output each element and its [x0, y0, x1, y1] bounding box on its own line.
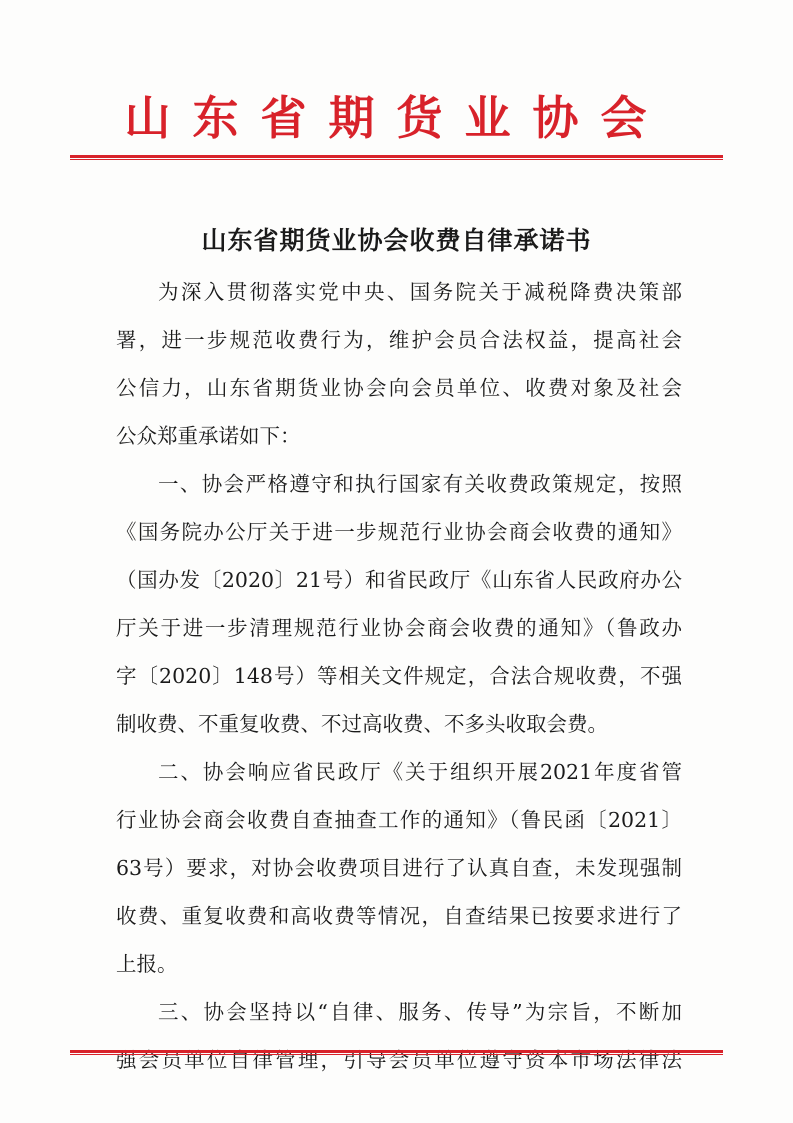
document-title: 山东省期货业协会收费自律承诺书: [201, 226, 592, 255]
letterhead-org-name: 山东省期货业协会: [124, 91, 669, 145]
paragraph-3: [116, 748, 682, 988]
paragraph-line: 三、协会坚持以“自律、服务、传导”为宗旨，不断加: [158, 1000, 682, 1024]
paragraph-4: [116, 988, 682, 1084]
paragraph-line: 厅关于进一步清理规范行业协会商会收费的通知》（鲁政办: [116, 616, 682, 640]
letterhead-red-rule: [70, 155, 723, 160]
paragraph-line: 制收费、不重复收费、不过高收费、不多头收取会费。: [116, 712, 608, 736]
paragraph-line: 字〔2020〕148号）等相关文件规定，合法合规收费，不强: [116, 664, 682, 688]
paragraph-line: 《国务院办公厅关于进一步规范行业协会商会收费的通知》: [116, 520, 682, 544]
paragraph-line: 二、协会响应省民政厅《关于组织开展2021年度省管: [158, 760, 682, 784]
paragraph-line: 公信力，山东省期货业协会向会员单位、收费对象及社会: [116, 376, 682, 400]
paragraph-line: （国办发〔2020〕21号）和省民政厅《山东省人民政府办公: [116, 568, 682, 592]
paragraph-line: 上报。: [116, 952, 178, 976]
paragraph-line: 强会员单位自律管理，引导会员单位遵守资本市场法律法: [116, 1048, 682, 1072]
paragraph-2: [116, 460, 682, 748]
paragraph-line: 署，进一步规范收费行为，维护会员合法权益，提高社会: [116, 328, 682, 352]
paragraph-line: 收费、重复收费和高收费等情况，自查结果已按要求进行了: [116, 904, 682, 928]
paragraph-line: 公众郑重承诺如下：: [116, 424, 301, 448]
paragraph-line: 63号）要求，对协会收费项目进行了认真自查，未发现强制: [116, 856, 682, 880]
paragraph-line: 一、协会严格遵守和执行国家有关收费政策规定，按照: [158, 472, 682, 496]
paragraph-1: [116, 268, 682, 460]
document-body: [116, 268, 682, 1084]
paragraph-line: 为深入贯彻落实党中央、国务院关于减税降费决策部: [158, 280, 682, 304]
footer-red-rule: [70, 1050, 723, 1055]
paragraph-line: 行业协会商会收费自查抽查工作的通知》（鲁民函〔2021〕: [116, 808, 682, 832]
